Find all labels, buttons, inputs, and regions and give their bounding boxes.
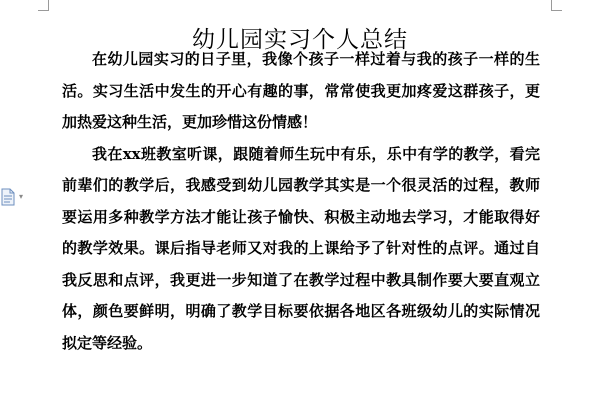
paragraph-2: 我在xx班教室听课，跟随着师生玩中有乐，乐中有学的教学，看完前辈们的教学后，我感受到幼儿园教学其实是一个很灵活的过程，教师要运用多种教学方法才能让孩子愉快、积极主动地去学习，才能取得好的教学效果。课后指导老师又对我的上课给予了针对性的点评。通过自我反思和点评，我更进一步知道了在教学过程中教具制作要大要直观立体，颜色要鲜明，明确了教学目标要依据各地区各班级幼儿的实际情况拟定等经验。 xyxy=(62,144,540,352)
paragraph-format-icon[interactable] xyxy=(1,188,15,206)
chevron-down-icon[interactable]: ▾ xyxy=(19,192,24,201)
paragraph-1: 在幼儿园实习的日子里，我像个孩子一样过着与我的孩子一样的生活。实习生活中发生的开心有趣的事，常常使我更加疼爱这群孩子，更加热爱这种生活，更加珍惜这份情感！ xyxy=(62,50,540,131)
crop-mark-top-right xyxy=(551,0,562,11)
crop-mark-top-left xyxy=(38,0,49,11)
document-title: 幼儿园实习个人总结 xyxy=(192,27,408,54)
document-body xyxy=(62,44,540,359)
